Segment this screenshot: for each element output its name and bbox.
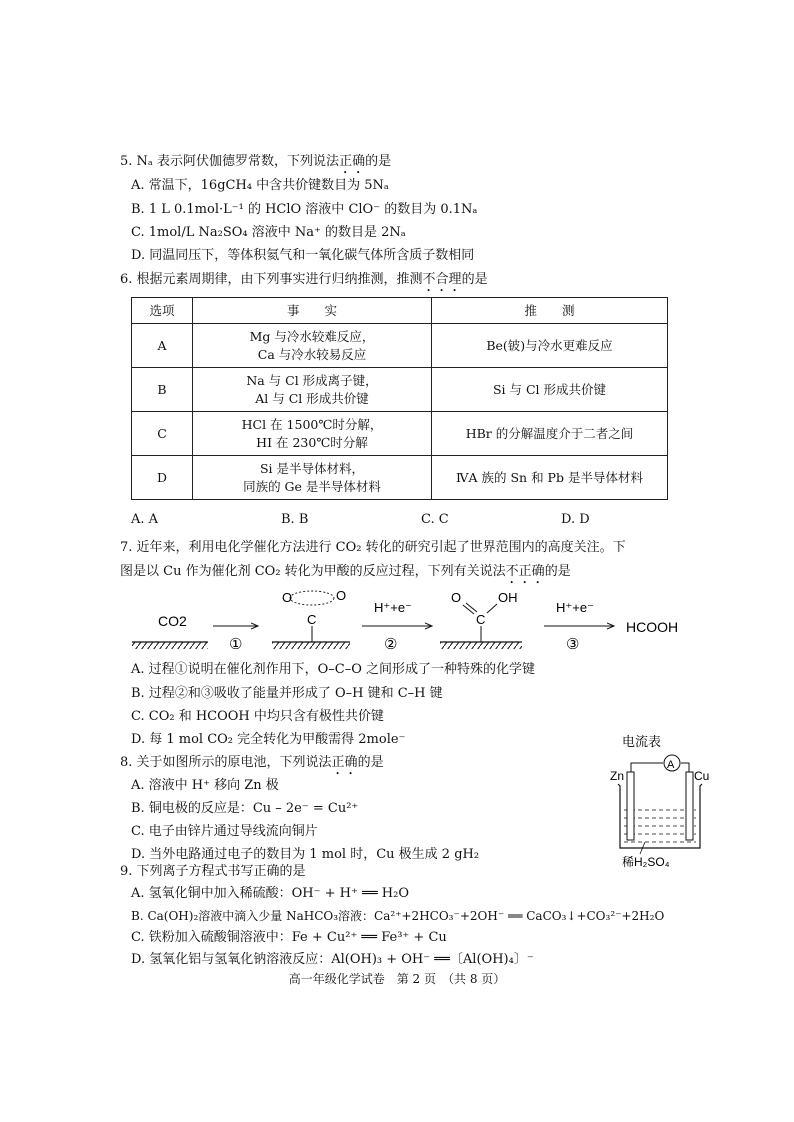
q6-inference-cell: HBr 的分解温度介于二者之间 (432, 412, 668, 456)
q6-fact-cell: Mg 与冷水较难反应， Ca 与冷水较易反应 (193, 324, 432, 368)
zn-electrode (627, 772, 634, 840)
o-right-label: O (336, 588, 347, 603)
q6-fact-cell: HCl 在 1500℃时分解， HI 在 230℃时分解 (193, 412, 432, 456)
q5-stem: 5. Nₐ 表示阿伏伽德罗常数，下列说法正确的是 (120, 154, 392, 169)
q9-option-a: A. 氢氧化铜中加入稀硫酸：OH⁻ + H⁺ ══ H₂O (131, 886, 409, 901)
q8-option-a: A. 溶液中 H⁺ 移向 Zn 极 (131, 778, 279, 793)
q6-choice-b: B. B (281, 512, 309, 527)
q6-stem: 6. 根据元素周期律，由下列事实进行归纳推测，推测不合理的是 (120, 272, 488, 287)
q6-option-cell: D (132, 456, 193, 500)
q6-fact-cell: Na 与 Cl 形成离子键， Al 与 Cl 形成共价键 (193, 368, 432, 412)
q6-table (131, 297, 668, 500)
q7-emphasis: 不正确 (505, 564, 545, 579)
ammeter-symbol: A (667, 759, 675, 771)
o-label: O (451, 590, 462, 605)
surface-co2 (132, 613, 208, 649)
q6-option-cell: C (132, 412, 193, 456)
q6-choice-c: C. C (421, 512, 449, 527)
q6-choice-d: D. D (561, 512, 590, 527)
o-left-label: O (282, 590, 293, 605)
q8-option-c: C. 电子由锌片通过导线流向铜片 (131, 824, 318, 839)
table-row (132, 368, 668, 412)
c-label: C (307, 612, 317, 627)
q6-fact-cell: Si 是半导体材料， 同族的 Ge 是半导体材料 (193, 456, 432, 500)
table-row (132, 456, 668, 500)
q5-option-b: B. 1 L 0.1mol·L⁻¹ 的 HClO 溶液中 ClO⁻ 的数目为 0.1Nₐ (131, 202, 478, 217)
cooh-intermediate (440, 590, 522, 649)
ammeter-label: 电流表 (622, 734, 662, 749)
q7-reaction-diagram (0, 582, 794, 662)
q9-option-b: B. Ca(OH)₂溶液中滴入少量 NaHCO₃溶液：Ca²⁺+2HCO₃⁻+2OH⁻ ══ CaCO₃↓+CO₃²⁻+2H₂O (131, 909, 665, 923)
solution-label: 稀H₂SO₄ (622, 855, 670, 869)
q5-option-c: C. 1mol/L Na₂SO₄ 溶液中 Na⁺ 的数目是 2Nₐ (131, 225, 406, 240)
q7-stem-line2: 图是以 Cu 作为催化剂 CO₂ 转化为甲酸的反应过程，下列有关说法不正确的是 (120, 564, 571, 579)
q7-option-a: A. 过程①说明在催化剂作用下，O–C–O 之间形成了一种特殊的化学键 (131, 662, 536, 677)
reagent-label-3: H⁺+e⁻ (556, 600, 594, 615)
q8-option-b: B. 铜电极的反应是：Cu – 2e⁻ = Cu²⁺ (131, 801, 359, 816)
q5-option-d: D. 同温同压下，等体积氦气和一氧化碳气体所含质子数相同 (131, 248, 475, 263)
c-label: C (476, 612, 486, 627)
q6-inference-cell: Si 与 Cl 形成共价键 (432, 368, 668, 412)
zn-label: Zn (610, 769, 625, 783)
reagent-label-2: H⁺+e⁻ (374, 600, 412, 615)
q7-option-b: B. 过程②和③吸收了能量并形成了 O–H 键和 C–H 键 (131, 686, 443, 701)
q6-option-cell: A (132, 324, 193, 368)
page-footer: 高一年级化学试卷 第 2 页 （共 8 页） (288, 972, 506, 986)
step-2-label: ② (384, 636, 398, 653)
q6-inference-cell: ⅣA 族的 Sn 和 Pb 是半导体材料 (432, 456, 668, 500)
q7-option-d: D. 每 1 mol CO₂ 完全转化为甲酸需得 2mole⁻ (131, 732, 406, 747)
hcooh-label: HCOOH (626, 619, 679, 635)
special-bond (290, 591, 334, 605)
q9-option-d: D. 氢氧化铝与氢氧化钠溶液反应：Al(OH)₃ + OH⁻ ══〔Al(OH)₄〕⁻ (131, 952, 534, 967)
solution-lines (624, 810, 696, 842)
co2-label: CO2 (158, 613, 187, 629)
q6-header-fact: 事 实 (193, 298, 432, 324)
q5-emphasis: 正确 (339, 154, 366, 169)
table-row (132, 324, 668, 368)
q6-header-inference: 推 测 (432, 298, 668, 324)
oh-label: OH (498, 590, 518, 605)
adsorbed-co2 (272, 588, 350, 649)
q7-stem-line1: 7. 近年来，利用电化学催化方法进行 CO₂ 转化的研究引起了世界范围内的高度关注。下 (120, 540, 626, 555)
q6-choice-a: A. A (131, 512, 159, 527)
q6-option-cell: B (132, 368, 193, 412)
q9-option-c: C. 铁粉加入硫酸铜溶液中：Fe + Cu²⁺ ══ Fe³⁺ + Cu (131, 930, 447, 945)
q8-stem: 8. 关于如图所示的原电池，下列说法正确的是 (120, 755, 384, 770)
step-1-label: ① (229, 636, 243, 653)
q6-emphasis: 不合理 (422, 272, 462, 287)
q9-stem: 9. 下列离子方程式书写正确的是 (120, 864, 306, 879)
galvanic-cell-figure (600, 730, 710, 875)
cu-label: Cu (694, 769, 710, 783)
q6-inference-cell: Be(铍)与冷水更难反应 (432, 324, 668, 368)
q8-emphasis: 正确 (331, 755, 358, 770)
table-row (132, 412, 668, 456)
q6-header-option: 选项 (132, 298, 193, 324)
cu-electrode (686, 772, 693, 840)
q5-option-a: A. 常温下，16gCH₄ 中含共价键数目为 5Nₐ (131, 178, 389, 193)
q8-option-d: D. 当外电路通过电子的数目为 1 mol 时，Cu 极生成 2 gH₂ (131, 847, 480, 862)
q7-option-c: C. CO₂ 和 HCOOH 中均只含有极性共价键 (131, 709, 384, 724)
step-3-label: ③ (566, 636, 580, 653)
q6-header-row (132, 298, 668, 324)
